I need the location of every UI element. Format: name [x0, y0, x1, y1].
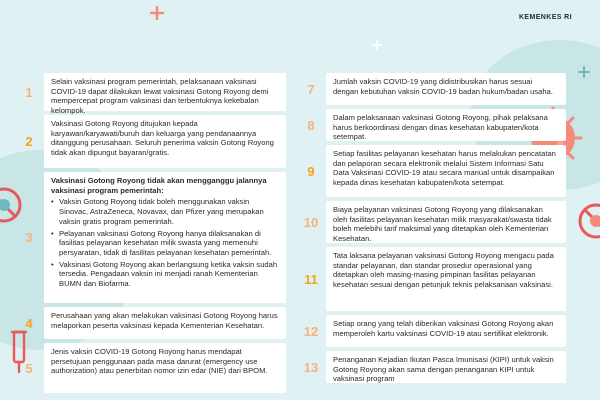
item-box	[44, 172, 286, 303]
bullet-item: • Vaksin Gotong Royong tidak boleh menggunakan vaksin Sinovac, AstraZeneca, Novavax, dan Pfizer yang merupakan vaksin gratis program pemerintah.	[51, 197, 279, 226]
item-box	[44, 343, 286, 393]
list-item	[296, 201, 566, 243]
list-item	[296, 73, 566, 105]
item-lead: Vaksinasi Gotong Royong tidak akan mengganggu jalannya vaksinasi program pemerintah:	[51, 176, 267, 195]
left-column	[14, 73, 286, 397]
item-number: 5	[25, 360, 33, 376]
item-text: Tata laksana pelayanan vaksinasi Gotong Royong mengacu pada standar pelayanan, dan standar prosedur operasional yang ditetapkan oleh masing-masing pimpinan fasilitas pelayanan kesehatan sesuai dengan petunjuk teknis pelaksanaan vaksinasi.	[333, 251, 554, 290]
item-box	[326, 109, 566, 141]
item-box	[44, 73, 286, 116]
item-text: Biaya pelayanan vaksinasi Gotong Royong yang dilaksanakan oleh fasilitas pelayanan kesehatan milik masyarakat/swasta tidak boleh melebihi tarif maksimal yang ditetapkan oleh Kementerian Kesehatan.	[333, 205, 552, 244]
list-item	[14, 172, 286, 303]
list-item	[296, 315, 566, 347]
bullet-item: • Vaksinasi Gotong Royong akan berlangsung ketika vaksin sudah tersedia. Pengadaan vaksin ini menjadi ranah Kementerian BUMN dan Biofarma.	[51, 260, 279, 289]
item-text: Vaksinasi Gotong Royong ditujukan kepada karyawan/karyawati/buruh dan keluarga yang pendanaannya ditanggung perusahaan. Seluruh penerima vaksin Gotong Royong tidak akan dipungut bayaran/gratis.	[51, 119, 274, 158]
item-text: Penanganan Kejadian Ikutan Pasca Imunisasi (KIPI) untuk vaksin Gotong Royong akan sama dengan penanganan KIPI untuk vaksinasi program	[333, 355, 554, 384]
item-number: 8	[307, 117, 315, 133]
list-item	[296, 351, 566, 383]
no-virus-icon	[572, 196, 600, 246]
item-box	[326, 315, 566, 347]
item-number: 9	[307, 163, 315, 179]
item-text: Perusahaan yang akan melakukan vaksinasi Gotong Royong harus melaporkan peserta vaksinasi kepada Kementerian Kesehatan.	[51, 311, 278, 330]
list-item	[14, 73, 286, 116]
item-text: Jenis vaksin COVID-19 Gotong Royong harus mendapat persetujuan penggunaan pada masa darurat (emergency use authorization) atau penerbitan nomor izin edar (NIE) dari BPOM.	[51, 347, 268, 376]
item-box	[326, 145, 566, 197]
item-box	[44, 307, 286, 339]
item-text: Dalam pelaksanaan vaksinasi Gotong Royong, pihak pelaksana harus berkoordinasi dengan dinas kesehatan kabupaten/kota setempat.	[333, 113, 548, 142]
list-item	[296, 247, 566, 311]
item-text: Setiap orang yang telah diberikan vaksinasi Gotong Royong akan memperoleh kartu vaksinasi COVID-19 atau sertifikat elektronik.	[333, 319, 554, 338]
item-number: 7	[307, 81, 315, 97]
plus-icon	[150, 6, 164, 20]
list-item	[296, 109, 566, 141]
bullet-list	[51, 197, 279, 288]
item-number: 1	[25, 84, 33, 100]
header	[0, 0, 600, 30]
list-item	[296, 145, 566, 197]
plus-icon	[578, 66, 590, 78]
item-number: 12	[303, 323, 319, 339]
item-number: 11	[304, 271, 318, 287]
item-box	[326, 247, 566, 311]
item-number: 13	[303, 359, 319, 375]
item-number: 2	[25, 134, 33, 149]
plus-icon	[372, 40, 382, 50]
item-box	[44, 115, 286, 168]
right-column	[296, 73, 566, 387]
item-box	[326, 351, 566, 383]
list-item	[14, 343, 286, 393]
list-item	[14, 307, 286, 339]
item-box	[326, 73, 566, 105]
item-text: Setiap fasilitas pelayanan kesehatan harus melakukan pencatatan dan pelaporan secara elektronik melalui Sistem Informasi Satu Data Vaksinasi COVID-19 atau secara manual untuk disampaikan kepada dinas kesehatan kabupaten/kota setempat.	[333, 149, 556, 188]
item-number: 4	[25, 315, 33, 331]
item-text: Jumlah vaksin COVID-19 yang didistribusikan harus sesuai dengan kebutuhan vaksin COVID-19 badan hukum/badan usaha.	[333, 77, 553, 96]
item-number: 10	[303, 214, 319, 230]
bullet-item: • Pelayanan vaksinasi Gotong Royong hanya dilaksanakan di fasilitas pelayanan kesehatan milik swasta yang memenuhi persyaratan, tidak di fasilitas pelayanan kesehatan pemerintah.	[51, 229, 279, 258]
item-number: 3	[25, 230, 33, 245]
brand-label: KEMENKES RI	[518, 14, 572, 21]
item-text: Selain vaksinasi program pemerintah, pelaksanaan vaksinasi COVID-19 dapat dilakukan lewat vaksinasi Gotong Royong demi mempercepat program vaksinasi dan terbentuknya kekebalan kelompok.	[51, 77, 269, 116]
list-item	[14, 115, 286, 168]
item-box	[326, 201, 566, 243]
